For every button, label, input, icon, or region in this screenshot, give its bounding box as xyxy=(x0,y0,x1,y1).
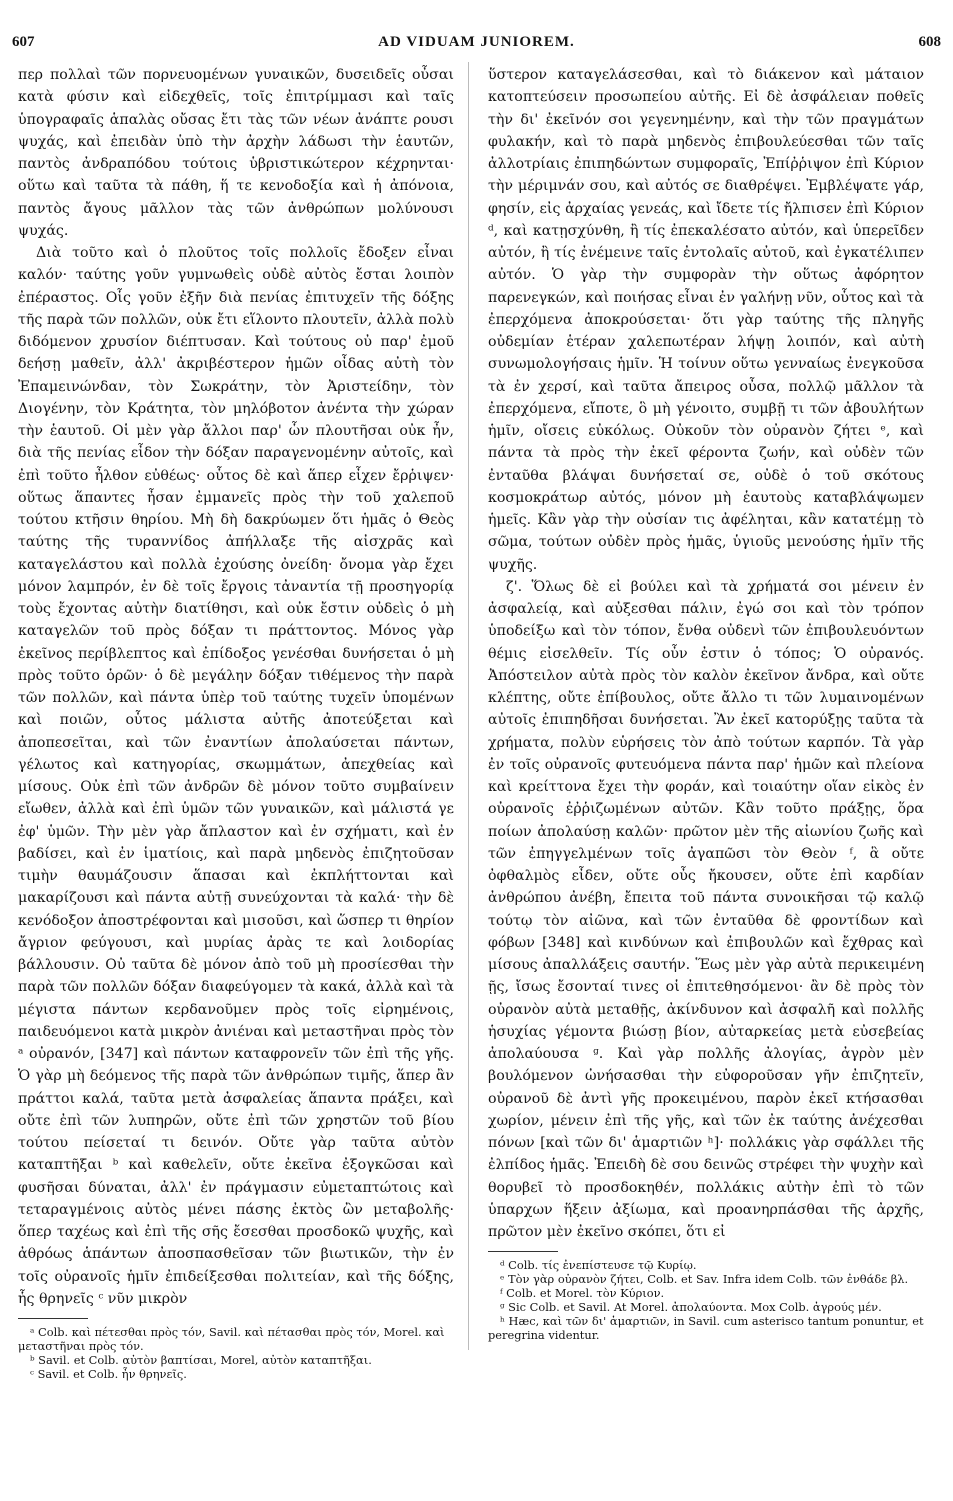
footnote: ᵃ Colb. καὶ πέτεσθαι πρὸς τόν, Savil. καὶ πέτασθαι πρὸς τόν, Morel. καὶ μεταστῆναι πρὸς τόν. xyxy=(18,1325,445,1353)
footnote: ʰ Hæc, καὶ τῶν δι' ἁμαρτιῶν, in Savil. cum asterisco tantum ponuntur, et peregrina videntur. xyxy=(488,1314,924,1343)
paragraph: ζ'. Ὅλως δὲ εἰ βούλει καὶ τὰ χρήματά σοι μένειν ἐν ἀσφαλείᾳ, καὶ αὐξεσθαι πάλιν, ἐγώ σοι καὶ τὸν τρόπον ὑποδείξω καὶ τὸν τόπον, ἔνθα οὐδενὶ τῶν ἐπιβουλευόντων θέμις εἰσελθεῖν. Τίς οὖν ἐστιν ὁ τόπος; Ὁ οὐρανός. Ἀπόστειλον αὐτὰ πρὸς τὸν καλὸν ἐκεῖνον ἄνδρα, καὶ οὔτε κλέπτης, οὔτε ἐπίβουλος, οὔτε ἄλλο τι τῶν λυμαινομένων αὐτοῖς ἐπιπηδῆσαι δυνήσεται. Ἂν ἐκεῖ κατορύξῃς ταῦτα τὰ χρήματα, πολὺν εὑρήσεις τὸν ἀπὸ τούτων καρπόν. Τὰ γὰρ ἐν τοῖς οὐρανοῖς φυτευόμενα πάντα παρ' ἡμῶν καὶ πλείονα καὶ κρείττονα ἔχει τὴν φοράν, καὶ τοιαύτην οἵαν εἰκὸς ἐν οὐρανοῖς ἐῤῥιζωμένων αὐτῶν. Κἂν τοῦτο πράξῃς, ὅρα ποίων ἀπολαύσῃ καλῶν· πρῶτον μὲν τῆς αἰωνίου ζωῆς καὶ τῶν ἐπηγγελμένων τοῖς ἀγαπῶσι τὸν Θεὸν ᶠ, ἃ οὔτε ὀφθαλμὸς εἶδεν, οὔτε οὖς ἤκουσεν, οὔτε ἐπὶ καρδίαν ἀνθρώπου ἀνέβη, ἔπειτα τοῦ πάντα συνοικῆσαι τῷ καλῷ τούτῳ τὸν αἰῶνα, καὶ τῶν ἐνταῦθα δὲ φροντίδων καὶ φόβων [348] καὶ κινδύνων καὶ ἐπιβουλῶν καὶ ἔχθρας καὶ μίσους ἀπαλλάξεις σαυτήν. Ἕως μὲν γὰρ αὐτὰ περικειμένη ῇς, ἴσως ἔσονταί τινες οἱ ἐπιτεθησόμενοι· ἂν δὲ πρὸς τὸν οὐρανὸν αὐτὰ μεταθῇς, ἀκίνδυνον καὶ ἀσφαλῆ καὶ πολλῆς ἡσυχίας γέμοντα βιώσῃ βίον, αὐταρκείας μετὰ εὐσεβείας ἀπολαύουσα ᵍ. Καὶ γὰρ πολλῆς ἀλογίας, ἀγρὸν μὲν βουλόμενον ὠνήσασθαι τὴν εὐφοροῦσαν γῆν ἐπιζητεῖν, οὐρανοῦ δὲ ἀντὶ γῆς προκειμένου, παρὸν ἐκεῖ κτήσασθαι χωρίον, μένειν ἐπὶ τῆς γῆς, καὶ τῶν ἐκ ταύτης ἀνέχεσθαι πόνων [καὶ τῶν δι' ἁμαρτιῶν ʰ]· πολλάκις γὰρ σφάλλει τῆς ἐλπίδος ἡμᾶς. Ἐπειδὴ δὲ σου δεινῶς στρέφει τὴν ψυχὴν καὶ θορυβεῖ τὸ προσδοκηθέν, πολλάκις αὐτὴν ἐπὶ τὸ τῶν ὑπαρχων ἥξειν ἀξίωμα, καὶ προανηρπάσθαι τῆς ἀρχῆς, πρῶτον μὲν ἐκεῖνο σκόπει, ὅτι εἰ xyxy=(488,578,924,1240)
footnote: ᵇ Savil. et Colb. αὐτὸν βαπτίσαι, Morel, αὐτὸν καταπτῆξαι. xyxy=(30,1353,372,1367)
paragraph: Διὰ τοῦτο καὶ ὁ πλοῦτος τοῖς πολλοῖς ἔδοξεν εἶναι καλόν· ταύτης γοῦν γυμνωθεὶς οὐδὲ αὐτὸς ἔσται λοιπὸν ἐπέραστος. Οἷς γοῦν ἐξῆν διὰ πενίας ἐπιτυχεῖν τῆς δόξης τῆς παρὰ τῶν πολλῶν, οὐκ ἔτι εἵλοντο πλουτεῖν, ἀλλὰ πολὺ διδόμενον χρυσίον διέπτυσαν. Καὶ τούτους οὐ παρ' ἐμοῦ δεήσῃ μαθεῖν, ἀλλ' ἀκριβέστερον ἡμῶν οἶδας αὐτὴ τὸν Ἐπαμεινώνδαν, τὸν Σωκράτην, τὸν Ἀριστείδην, τὸν Διογένην, τὸν Κράτητα, τὸν μηλόβοτον ἀνέντα τὴν χώραν τὴν ἑαυτοῦ. Οἱ μὲν γὰρ ἄλλοι παρ' ὧν πλουτῆσαι οὐκ ἦν, διὰ τῆς πενίας εἶδον τὴν δόξαν παραγενομένην αὐτοῖς, καὶ ἐπὶ τοῦτο ἦλθον εὐθέως· οὗτος δὲ καὶ ἅπερ εἶχεν ἔρῥιψεν· οὕτως ἅπαντες ἦσαν ἐμμανεῖς πρὸς τὴν τοῦ χαλεποῦ τούτου κτῆσιν θηρίου. Μὴ δὴ δακρύωμεν ὅτι ἡμᾶς ὁ Θεὸς ταύτης τῆς τυραννίδος ἀπήλλαξε τῆς αἰσχρᾶς καὶ καταγελάστου καὶ πολλὰ ἐχούσης ὀνείδη· ὄνομα γὰρ ἔχει μόνον λαμπρόν, ἐν δὲ τοῖς ἔργοις τἀναντία τῇ προσηγορίᾳ τοὺς ἔχοντας αὐτὴν διατίθησι, καὶ οὐκ ἔστιν οὐδεὶς ὁ μὴ καταγελῶν τοῦ πρὸς δόξαν τι πράττοντος. Μόνος γὰρ ἐκεῖνος περίβλεπτος καὶ ἐπίδοξος γενέσθαι δυνήσεται ὁ μὴ πρὸς τοῦτο ὁρῶν· ὁ δὲ μεγάλην δόξαν τιθέμενος τὴν παρὰ τῶν πολλῶν, καὶ πάντα ὑπὲρ τοῦ ταύτης τυχεῖν ὑπομένων καὶ ποιῶν, οὗτος μάλιστα αὐτῆς ἀποτεύξεται καὶ ἀποπεσεῖται, καὶ τῶν ἐναντίων ἀπολαύσεται πάντων, γέλωτος καὶ κατηγορίας, σκωμμάτων, ἀπεχθείας καὶ μίσους. Οὐκ ἐπὶ τῶν ἀνδρῶν δὲ μόνον τοῦτο συμβαίνειν εἴωθεν, ἀλλὰ καὶ ἐπὶ ὑμῶν τῶν γυναικῶν, καὶ μάλιστά γε ἐφ' ὑμῶν. Τὴν μὲν γὰρ ἄπλαστον καὶ ἐν σχήματι, καὶ ἐν βαδίσει, καὶ ἐν ἱματίοις, καὶ παρὰ μηδενὸς ἐπιζητοῦσαν τιμὴν θαυμάζουσιν ἅπασαι καὶ ἐκπλήττονται καὶ μακαρίζουσι καὶ πάντα αὐτῇ συνεύχονται τὰ καλά· τὴν δὲ κενόδοξον ἀποστρέφονται καὶ μισοῦσι, καὶ ὥσπερ τι θηρίον ἄγριον φεύγουσι, καὶ μυρίας ἀρὰς τε καὶ λοιδορίας βάλλουσιν. Οὐ ταῦτα δὲ μόνον ἀπὸ τοῦ μὴ προσίεσθαι τὴν παρὰ τῶν πολλῶν δόξαν διαφεύγομεν τὰ κακά, ἀλλὰ καὶ τὰ μέγιστα πάντων κερδανοῦμεν πρὸς τοῖς εἰρημένοις, παιδευόμενοι κατὰ μικρὸν ἀνιέναι καὶ μεταστῆναι πρὸς τὸν ᵃ οὐρανόν, [347] καὶ πάντων καταφρονεῖν τῶν ἐπὶ τῆς γῆς. Ὁ γὰρ μὴ δεόμενος τῆς παρὰ τῶν ἀνθρώπων τιμῆς, ἅπερ ἂν πράττοι καλά, ταῦτα μετὰ ἀσφαλείας ἅπαντα πράξει, καὶ οὔτε ἐπὶ τῶν λυπηρῶν, οὔτε ἐπὶ τῶν χρηστῶν τοῦ βίου τούτου πείσεταί τι δεινόν. Οὔτε γὰρ ταῦτα αὐτὸν καταπτῆξαι ᵇ καὶ καθελεῖν, οὔτε ἐκεῖνα ἐξογκῶσαι καὶ φυσῆσαι δύναται, ἀλλ' ἐν πράγμασιν εὐμεταπτώτοις καὶ τεταραγμένοις αὐτὸς μένει πάσης ἐκτὸς ὢν μεταβολῆς· ὅπερ ταχέως καὶ ἐπὶ τῆς σῆς ἔσεσθαι προσδοκῶ ψυχῆς, καὶ ἀθρόως ἁπάντων ἀποσπασθεῖσαν τῶν βιωτικῶν, τὴν ἐν τοῖς οὐρανοῖς ἡμῖν ἐπιδείξεσθαι πολιτείαν, καὶ τῆς δόξης, ἧς θρηνεῖς ᶜ νῦν μικρὸν xyxy=(18,245,454,1307)
footnote-separator xyxy=(18,1318,88,1319)
page-number-right: 608 xyxy=(918,34,941,50)
left-footnotes xyxy=(18,1325,454,1381)
right-column-body xyxy=(488,64,924,1243)
footnote-separator xyxy=(488,1251,558,1252)
footnote: ᵉ Τὸν γὰρ οὐρανὸν ζήτει, Colb. et Sav. Infra idem Colb. τῶν ἐνθάδε βλ. xyxy=(500,1272,909,1287)
footnote: ᵈ Colb. τίς ἐνεπίστευσε τῷ Κυρίῳ. xyxy=(500,1258,697,1273)
footnote: ᵍ Sic Colb. et Savil. At Morel. ἀπολαύοντα. Mox Colb. ἀγρούς μέν. xyxy=(500,1300,882,1315)
column-rule xyxy=(468,62,469,1350)
page-number-left: 607 xyxy=(12,34,35,50)
paragraph: περ πολλαὶ τῶν πορνευομένων γυναικῶν, δυσειδεῖς οὖσαι κατὰ φύσιν καὶ εἰδεχθεῖς, τοῖς ἐπιτρίμμασι καὶ ταῖς ὑπογραφαῖς ἁπαλὰς οὔσας ἔτι τὰς τῶν νέων ἀνάπτε ρουσι ψυχάς, καὶ ἐπειδὰν ὑπὸ τὴν ἀρχὴν λάδωσι τὴν ἑαυτῶν, παντὸς ἀνδραπόδου τούτοις ὑβριστικώτερον κέχρηνται· οὕτω καὶ ταῦτα τὰ πάθη, ἥ τε κενοδοξία καὶ ἡ ἀπόνοια, παντὸς ἄγους μᾶλλον τὰς τῶν ἀνθρώπων μολύνουσι ψυχάς. xyxy=(18,67,454,239)
left-column-body xyxy=(18,64,454,1310)
running-title: AD VIDUAM JUNIOREM. xyxy=(378,34,575,50)
left-column xyxy=(18,64,454,1381)
running-header xyxy=(10,34,943,56)
right-column xyxy=(488,64,924,1342)
footnote: ᶜ Savil. et Colb. ἦν θρηνεῖς. xyxy=(30,1367,187,1381)
footnote: ᶠ Colb. et Morel. τὸν Κύριον. xyxy=(500,1286,665,1301)
paragraph: ὕστερον καταγελάσεσθαι, καὶ τὸ διάκενον καὶ μάταιον κατοπτεύσειν προσωπείου αὐτῆς. Εἰ δὲ ἀσφάλειαν ποθεῖς τὴν δι' ἐκεῖνόν σοι γεγενημένην, καὶ τὴν τῶν πραγμάτων φυλακήν, καὶ τὸ παρὰ μηδενὸς ἐπιβουλεύεσθαι τῶν ταῖς ἀλλοτρίαις ἐπιπηδώντων συμφοραῖς, Ἐπίῤῥιψον ἐπὶ Κύριον τὴν μέριμνάν σου, καὶ αὐτός σε διαθρέψει. Ἐμβλέψατε γάρ, φησίν, εἰς ἀρχαίας γενεάς, καὶ ἴδετε τίς ἤλπισεν ἐπὶ Κύριον ᵈ, καὶ κατῃσχύνθη, ἢ τίς ἐπεκαλέσατο αὐτόν, καὶ ὑπερεῖδεν αὐτόν, ἢ τίς ἐνέμεινε ταῖς ἐντολαῖς αὐτοῦ, καὶ ἐγκατέλιπεν αὐτόν. Ὁ γὰρ τὴν συμφορὰν τὴν οὕτως ἀφόρητον παρενεγκών, καὶ ποιήσας εἶναι ἐν γαλήνῃ νῦν, οὗτος καὶ τὰ ἐπερχόμενα ἀποκρούσεται· ὅτι γὰρ ταύτης τῆς πληγῆς οὐδεμίαν ἑτέραν χαλεπωτέραν λήψῃ λοιπόν, καὶ αὐτὴ συνωμολογήσαις ἡμῖν. Ἡ τοίνυν οὕτω γενναίως ἐνεγκοῦσα τὰ ἐν χερσί, καὶ ταῦτα ἄπειρος οὖσα, πολλῷ μᾶλλον τὰ ἐπερχόμενα, εἴποτε, ὃ μὴ γένοιτο, συμβῇ τι τῶν ἀβουλήτων ἡμῖν, οἴσεις εὐκόλως. Οὐκοῦν τὸν οὐρανὸν ζήτει ᵉ, καὶ πάντα τὰ πρὸς τὴν ἐκεῖ φέροντα ζωήν, καὶ οὐδὲν τῶν ἐνταῦθα βλάψαι δυνήσεταί σε, οὐδὲ ὁ τοῦ σκότους κοσμοκράτωρ αὐτός, μόνον μὴ ἑαυτοὺς καταβλάψωμεν ἡμεῖς. Κἂν γὰρ τὴν οὐσίαν τις ἀφέληται, κἂν κατατέμῃ τὸ σῶμα, τούτων οὐδὲν πρὸς ἡμᾶς, ὑγιοῦς μενούσης ἡμῖν τῆς ψυχῆς. xyxy=(488,67,924,573)
right-footnotes xyxy=(488,1258,924,1342)
